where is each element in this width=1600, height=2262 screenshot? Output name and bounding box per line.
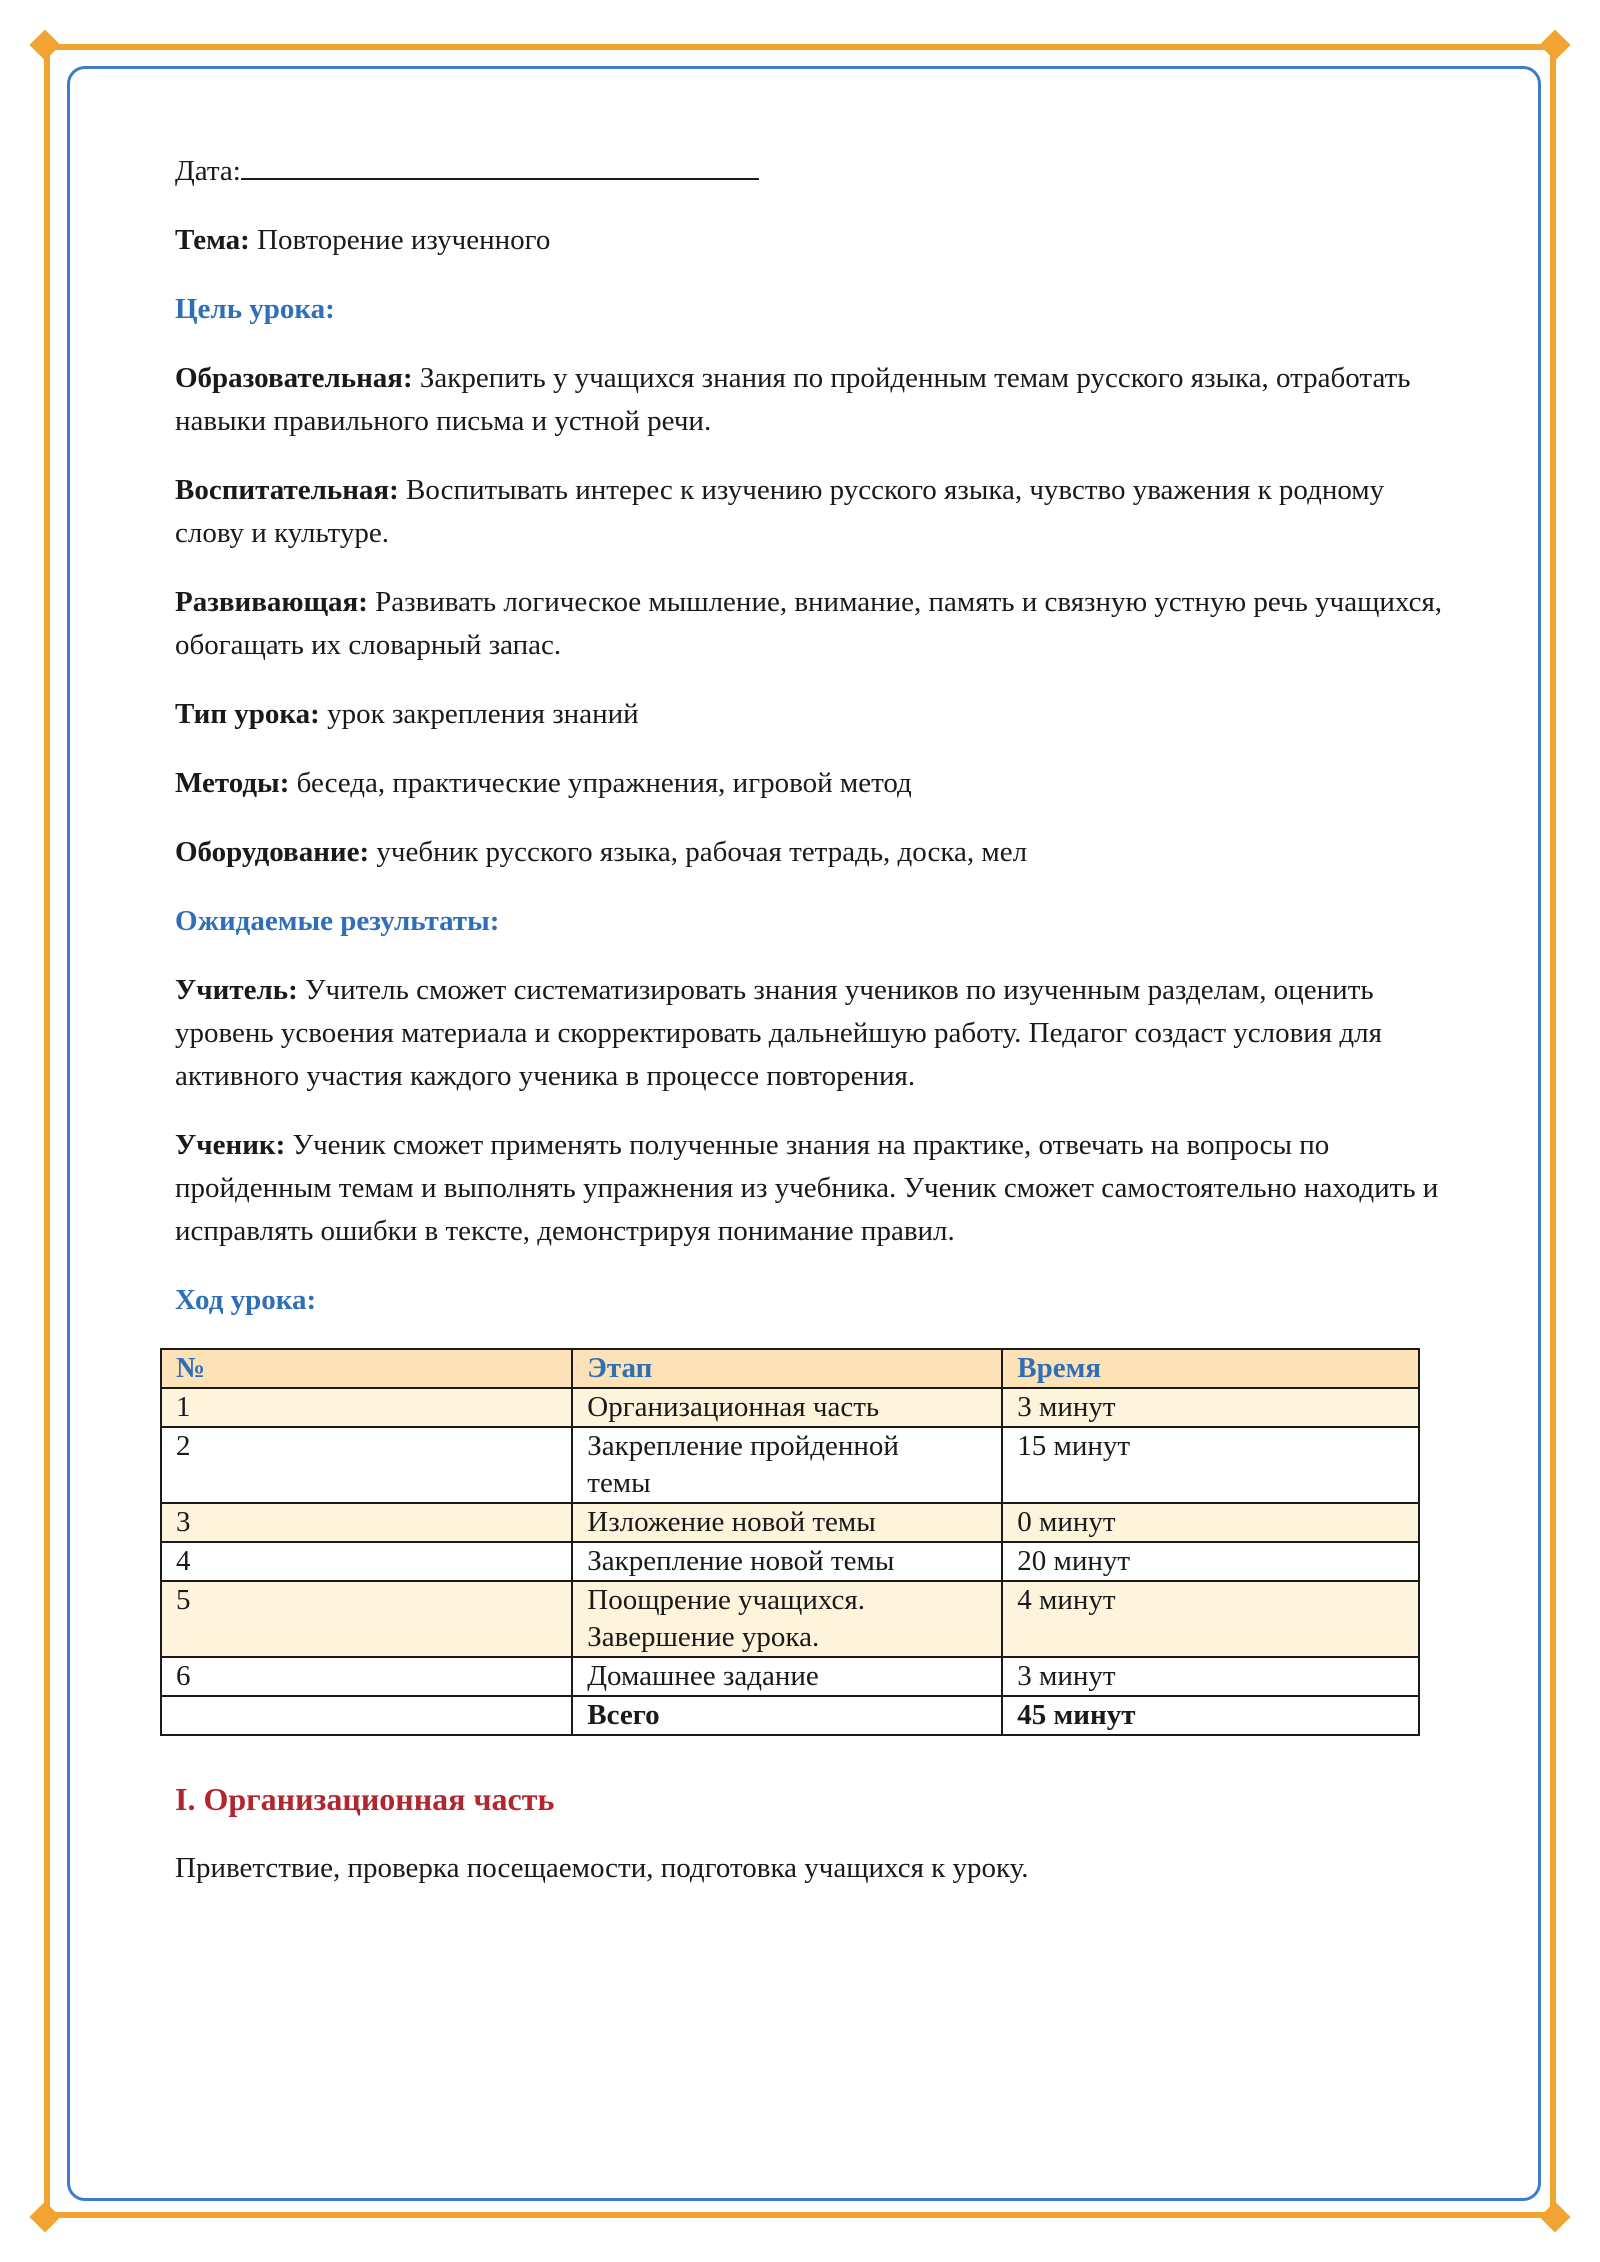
date-label: Дата: [175, 155, 241, 187]
topic-value: Повторение изученного [249, 224, 551, 256]
table-cell: Поощрение учащихся. Завершение урока. [572, 1581, 1002, 1657]
table-cell: Изложение новой темы [572, 1503, 1002, 1542]
table-cell: 3 [161, 1503, 572, 1542]
result-text: Учитель сможет систематизировать знания учеников по изученным разделам, оценить уровень усвоения материала и скорректировать дальнейшую работу. Педагог создаст условия для активного участия каждого ученика в процессе повторения. [175, 974, 1382, 1092]
lesson-progress-table [160, 1348, 1420, 1736]
lesson-type-line [175, 693, 1445, 736]
goal-label: Образовательная: [175, 362, 413, 394]
goal-heading: Цель урока: [175, 293, 335, 325]
goal-label: Развивающая: [175, 586, 368, 618]
result-teacher [175, 969, 1445, 1098]
topic-line [175, 219, 1445, 262]
table-row [161, 1657, 1419, 1696]
table-cell: Домашнее задание [572, 1657, 1002, 1696]
table-cell [161, 1696, 572, 1735]
equipment-line [175, 831, 1445, 874]
progress-heading: Ход урока: [175, 1284, 317, 1316]
table-row [161, 1542, 1419, 1581]
table-cell: 6 [161, 1657, 572, 1696]
table-row [161, 1388, 1419, 1427]
table-cell: Закрепление пройденной темы [572, 1427, 1002, 1503]
goal-educational [175, 357, 1445, 443]
table-cell: 3 минут [1002, 1657, 1419, 1696]
table-cell: 20 минут [1002, 1542, 1419, 1581]
table-header-row [161, 1349, 1419, 1388]
methods-label: Методы: [175, 767, 290, 799]
lesson-plan-document [175, 148, 1445, 1916]
table-cell: Закрепление новой темы [572, 1542, 1002, 1581]
table-cell: Организационная часть [572, 1388, 1002, 1427]
table-row [161, 1427, 1419, 1503]
table-header-cell: Время [1002, 1349, 1419, 1388]
result-student [175, 1124, 1445, 1253]
goal-label: Воспитательная: [175, 474, 399, 506]
lesson-type-label: Тип урока: [175, 698, 320, 730]
goal-text: Воспитывать интерес к изучению русского языка, чувство уважения к родному слову и культуре. [175, 474, 1385, 549]
table-cell: 0 минут [1002, 1503, 1419, 1542]
table-cell: Всего [572, 1696, 1002, 1735]
table-cell: 1 [161, 1388, 572, 1427]
methods-value: беседа, практические упражнения, игровой метод [289, 767, 912, 799]
goal-text: Закрепить у учащихся знания по пройденным темам русского языка, отработать навыки правильного письма и устной речи. [175, 362, 1411, 437]
table-row [161, 1503, 1419, 1542]
section-heading: I. Организационная часть [175, 1781, 555, 1817]
equipment-label: Оборудование: [175, 836, 370, 868]
results-heading: Ожидаемые результаты: [175, 905, 500, 937]
result-label: Ученик: [175, 1129, 286, 1161]
result-label: Учитель: [175, 974, 298, 1006]
lesson-type-value: урок закрепления знаний [319, 698, 639, 730]
goal-upbringing [175, 469, 1445, 555]
section-text: Приветствие, проверка посещаемости, подготовка учащихся к уроку. [175, 1852, 1029, 1884]
date-line [175, 148, 1445, 193]
table-cell: 5 [161, 1581, 572, 1657]
table-cell: 4 [161, 1542, 572, 1581]
table-row [161, 1581, 1419, 1657]
table-header-cell: № [161, 1349, 572, 1388]
result-text: Ученик сможет применять полученные знания на практике, отвечать на вопросы по пройденным темам и выполнять упражнения из учебника. Ученик сможет самостоятельно находить и исправлять ошибки в тексте, демонстрируя понимание правил. [175, 1129, 1439, 1247]
table-cell: 45 минут [1002, 1696, 1419, 1735]
goal-developing [175, 581, 1445, 667]
equipment-value: учебник русского языка, рабочая тетрадь, доска, мел [369, 836, 1028, 868]
table-cell: 15 минут [1002, 1427, 1419, 1503]
date-blank [241, 148, 759, 180]
table-cell: 3 минут [1002, 1388, 1419, 1427]
methods-line [175, 762, 1445, 805]
topic-label: Тема: [175, 224, 250, 256]
table-header-cell: Этап [572, 1349, 1002, 1388]
table-cell: 4 минут [1002, 1581, 1419, 1657]
table-cell: 2 [161, 1427, 572, 1503]
table-total-row [161, 1696, 1419, 1735]
goal-text: Развивать логическое мышление, внимание, память и связную устную речь учащихся, обогащать их словарный запас. [175, 586, 1443, 661]
